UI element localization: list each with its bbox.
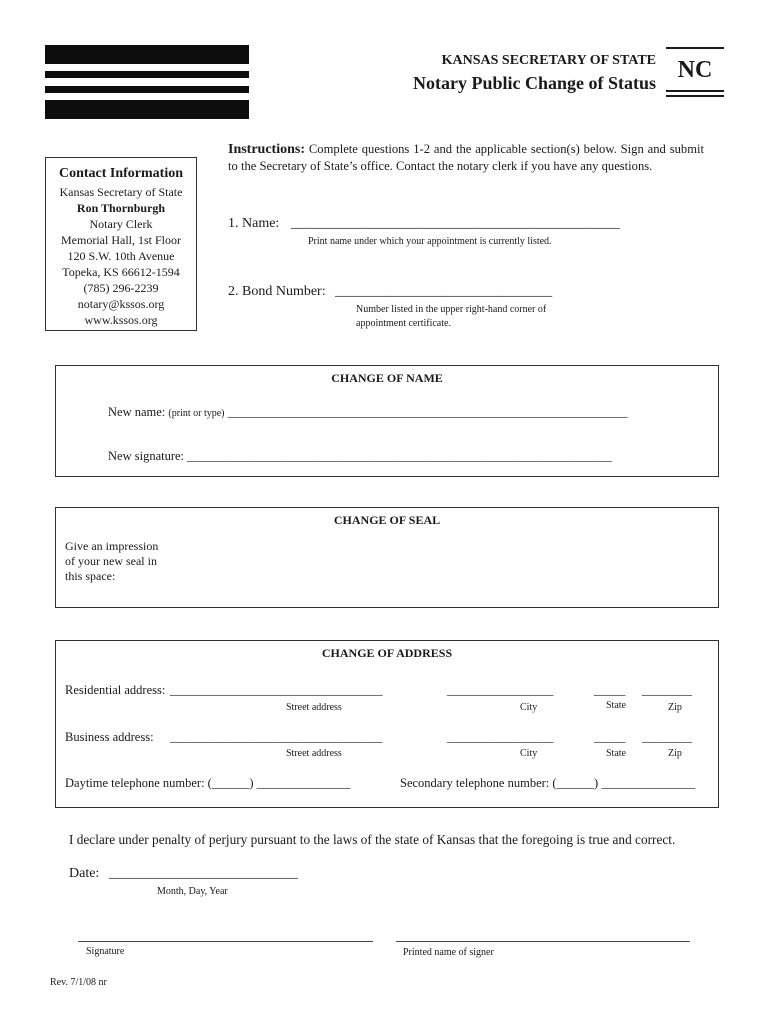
date-field[interactable]: ___________________________ [108,866,298,881]
daytime-phone-row [65,776,350,791]
revision-note: Rev. 7/1/08 nr [50,977,107,988]
name-field[interactable]: _______________________________________________ [290,216,620,231]
secondary-phone-row [400,776,695,791]
form-code: NC [677,57,713,83]
new-name-field[interactable]: ________________________________________________________________ [227,405,628,419]
bond-hint-2: appointment certificate. [356,318,451,329]
seal-impression-area[interactable] [196,536,706,600]
contact-line: 120 S.W. 10th Avenue [67,249,175,263]
contact-website: www.kssos.org [84,313,158,327]
secondary-phone-field[interactable]: (______) _______________ [552,776,696,790]
logo-bar-4 [45,100,249,119]
logo-bar-1 [45,45,249,64]
name-label: 1. Name: [228,216,280,231]
residential-city-field[interactable]: _________________ [447,683,554,697]
new-name-row [108,405,628,420]
new-signature-row [108,449,612,464]
residential-state-field[interactable]: _____ [594,683,626,697]
zip-caption: Zip [668,748,682,759]
new-name-label: New name: [108,405,166,419]
business-zip-field[interactable]: ________ [642,730,692,744]
contact-line: Notary Clerk [89,217,153,231]
residential-street-field[interactable]: __________________________________ [170,683,383,697]
new-signature-label: New signature: [108,449,185,463]
seal-prompt-line: this space: [65,569,116,583]
form-title: Notary Public Change of Status [412,73,656,93]
signature-line[interactable] [78,941,373,942]
bond-hint-1: Number listed in the upper right-hand corner of [356,304,547,315]
change-of-seal-title: CHANGE OF SEAL [333,513,441,527]
instructions-text: Complete questions 1-2 and the applicable section(s) below. Sign and submit to the Secretary of State’s office. Contact the notary clerk if you have any questions. [228,142,704,173]
date-label: Date: [69,866,100,881]
logo-bar-3 [45,86,249,93]
city-caption: City [520,748,538,759]
change-of-address-section [55,640,719,808]
instructions-label: Instructions: [228,142,306,157]
business-street-field[interactable]: __________________________________ [170,730,383,744]
contact-line: Ron Thornburgh [76,201,166,215]
instructions [228,141,704,174]
declaration: I declare under penalty of perjury pursuant to the laws of the state of Kansas that the foregoing is true and correct. [69,832,676,847]
signature-caption: Signature [86,946,125,957]
seal-prompt [65,539,158,584]
residential-zip-field[interactable]: ________ [642,683,692,697]
date-row [69,866,298,882]
residential-label: Residential address: [65,683,166,697]
city-caption: City [520,702,538,713]
street-caption: Street address [286,702,342,713]
change-of-name-section [55,365,719,477]
daytime-phone-field[interactable]: (______) _______________ [207,776,351,790]
contact-info-box [45,157,197,331]
business-city-field[interactable]: _________________ [447,730,554,744]
contact-line: Kansas Secretary of State [59,185,183,199]
state-caption: State [606,748,626,759]
business-label: Business address: [65,730,154,744]
new-signature-field[interactable]: ____________________________________________________________________ [187,449,613,463]
printed-name-line[interactable] [396,941,690,942]
form-code-box [666,47,724,97]
contact-line: Memorial Hall, 1st Floor [61,233,181,247]
seal-prompt-line: of your new seal in [65,554,157,568]
name-hint: Print name under which your appointment is currently listed. [308,236,552,247]
state-caption: State [606,700,626,711]
business-state-field[interactable]: _____ [594,730,626,744]
seal-prompt-line: Give an impression [65,539,159,553]
contact-title: Contact Information [58,166,184,181]
secondary-phone-label: Secondary telephone number: [400,776,550,790]
contact-email: notary@kssos.org [77,297,165,311]
contact-line: (785) 296-2239 [83,281,159,295]
agency-name: KANSAS SECRETARY OF STATE [441,53,656,68]
logo-bar-2 [45,71,249,78]
date-caption: Month, Day, Year [157,886,228,897]
question-bond [228,284,552,300]
contact-line: Topeka, KS 66612-1594 [62,265,180,279]
zip-caption: Zip [668,702,682,713]
change-of-name-title: CHANGE OF NAME [331,371,443,385]
street-caption: Street address [286,748,342,759]
daytime-phone-label: Daytime telephone number: [65,776,205,790]
new-name-hint: (print or type) [168,408,225,419]
printed-name-caption: Printed name of signer [403,947,494,958]
change-of-seal-section [55,507,719,608]
bond-label: 2. Bond Number: [228,284,326,299]
bond-number-field[interactable]: _______________________________ [335,284,553,299]
question-name [228,216,620,232]
change-of-address-title: CHANGE OF ADDRESS [321,646,453,660]
